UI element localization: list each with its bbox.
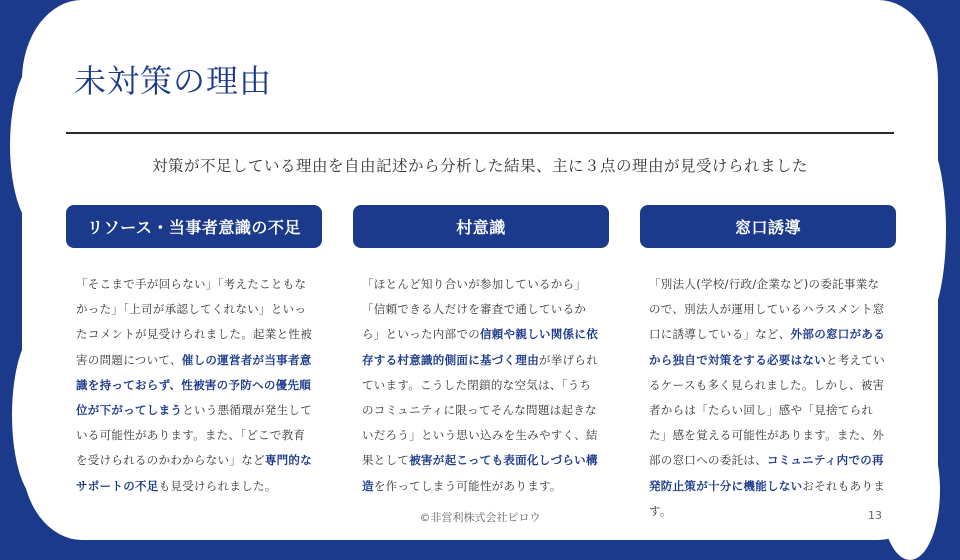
emphasis-text: 専門的なサポートの不足 (76, 453, 313, 493)
decorative-wave (880, 420, 940, 560)
column-heading-resource: リソース・当事者意識の不足 (66, 205, 322, 248)
page-number: 13 (868, 509, 882, 522)
decorative-wave (12, 330, 68, 500)
body-text: が挙げられています。こうした閉鎖的な空気は、「うちのコミュニティに限ってそんな問題は起きないだろう」という思い込みを生みやすく、結果として (362, 352, 598, 468)
body-text: なかった」「上司が承認してくれない」と (76, 277, 307, 317)
body-text: 「ほとんど知り合いが参加しているから」「信頼できる人だけを審査で通しているから」といった内部での (362, 277, 587, 342)
column-heading-village: 村意識 (353, 205, 609, 248)
body-text: 「別法人(学校/行政/企業など)の委託事業なので、別法人が運用しているハラスメント窓口に誘導している」など、 (649, 277, 885, 342)
body-text: と考えているケースも多く見られました。しかし、被害者からは「たらい回し」感や「見捨てられた」感を覚える可能性があります。また、外部の窓口への委託は、 (649, 352, 885, 468)
column-text-resource (76, 272, 316, 499)
body-text: いったコメントが見受けられました。起業 (76, 302, 307, 342)
body-text: と性被害の問題について、 (76, 327, 313, 367)
decorative-wave (10, 60, 70, 230)
emphasis-text: 外部の窓口があるから独自で対策をする必要はない (649, 327, 886, 367)
page-subtitle: 対策が不足している理由を自由記述から分析した結果、主に３点の理由が見受けられました (151, 157, 808, 175)
emphasis-text: 被害が起こっても表面化しづらい構造 (362, 453, 598, 493)
body-text: も見受けられました。 (158, 478, 277, 493)
title-divider (66, 132, 894, 134)
column-heading-referral: 窓口誘導 (640, 205, 896, 248)
emphasis-text: 催しの運営者が当事者意識を持っておらず、性被害の予防への優先順位が下がってしまう (76, 352, 312, 418)
page-title: 未対策の理由 (74, 62, 273, 100)
body-text: 「そこまで手が回らない」「考えたことも (76, 277, 295, 291)
body-text: を作ってしまう可能性があります。 (373, 478, 562, 493)
body-text: おそれもあります。 (649, 478, 886, 518)
body-text: という悪循環が発生している可能性があります。また、「どこで教育を受けられるのかわからない」など (76, 403, 313, 468)
column-text-referral (649, 272, 889, 524)
emphasis-text: コミュニティ内での再発防止策が十分に機能しない (649, 453, 884, 493)
emphasis-text: 信頼や親しい関係に依存する村意識的側面に基づく理由 (362, 327, 598, 367)
footer-copyright: ©非営利株式会社ピロウ (419, 511, 541, 524)
column-text-village (362, 272, 602, 499)
